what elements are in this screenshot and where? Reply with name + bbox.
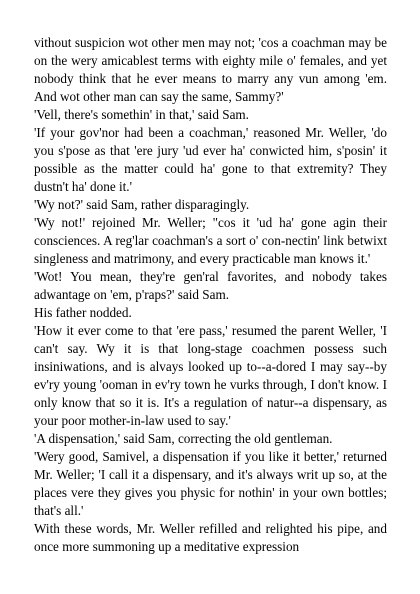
paragraph-10: 'Wery good, Samivel, a dispensation if you like it better,' returned Mr. Weller; 'I call it a dispensary, and it's always writ up so, at the places vere they gives you physic for nothin' in your own bottles; that's all.' (34, 449, 387, 518)
paragraph-7: His father nodded. (34, 305, 132, 320)
paragraph-5: 'Wy not!' rejoined Mr. Weller; "cos it 'ud ha' gone agin their consciences. A reg'lar coachman's a sort o' con-nectin' link betwixt singleness and matrimony, and every practicable man knows it.' (34, 215, 387, 266)
paragraph-1: vithout suspicion wot other men may not; 'cos a coachman may be on the wery amicablest terms with eighty mile o' females, and yet nobody think that he ever means to marry any vun among 'em. And wot other man can say the same, Sammy?' (34, 35, 387, 104)
paragraph-11: With these words, Mr. Weller refilled and relighted his pipe, and once more summoning up a meditative expression (34, 521, 387, 554)
paragraph-2: 'Vell, there's somethin' in that,' said Sam. (34, 107, 249, 122)
paragraph-6: 'Wot! You mean, they're gen'ral favorites, and nobody takes adwantage on 'em, p'raps?' said Sam. (34, 269, 387, 302)
document-page (34, 34, 387, 574)
paragraph-9: 'A dispensation,' said Sam, correcting the old gentleman. (34, 431, 333, 446)
paragraph-3: 'If your gov'nor had been a coachman,' reasoned Mr. Weller, 'do you s'pose as that 'ere jury 'ud ever ha' conwicted him, s'posin' it possible as the matter could ha' gone to that extremity? They dustn't ha' done it.' (34, 125, 387, 194)
paragraph-4: 'Wy not?' said Sam, rather disparagingly. (34, 197, 250, 212)
paragraph-8: 'How it ever come to that 'ere pass,' resumed the parent Weller, 'I can't say. Wy it is that long-stage coachmen possess such insiniwations, and is alvays looked up to--a-dored I may say--by ev'ry young 'ooman in ev'ry town he vurks through, I don't know. I only know that so it is. It's a regulation of natur--a dispensary, as your poor mother-in-law used to say.' (34, 323, 387, 428)
